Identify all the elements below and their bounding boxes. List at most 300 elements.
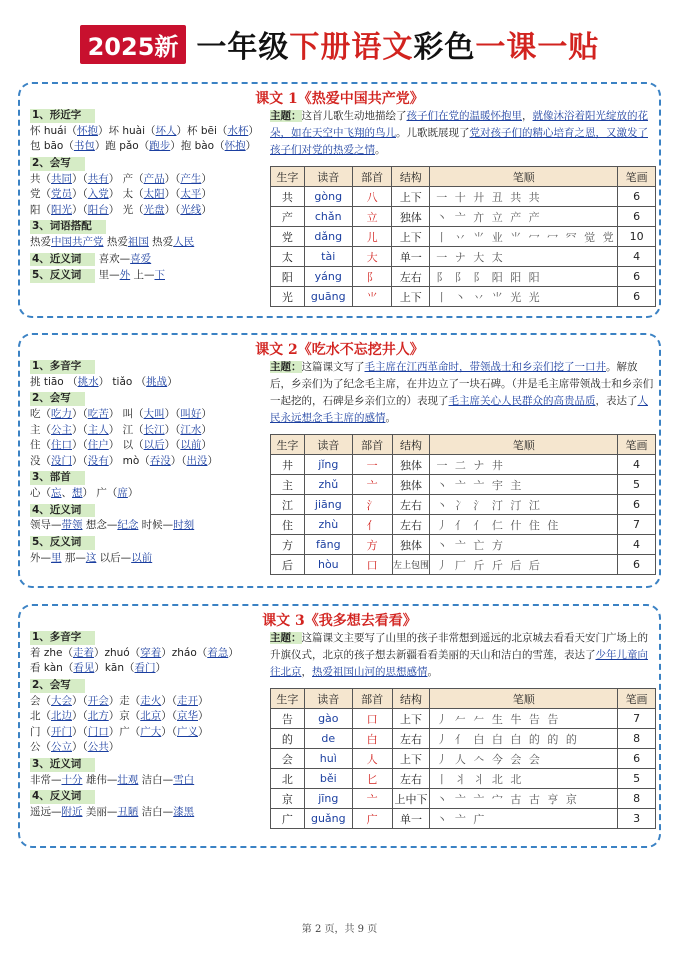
vocab-word: 共同 [51, 172, 72, 185]
column-header: 结构 [392, 689, 430, 709]
char-cell: 告 [271, 709, 305, 729]
text-fragment: ） 江（ [108, 423, 144, 436]
stroke-order-cell: 丨 丬 丬 北 北 [430, 769, 618, 789]
vocab-word: 北方 [87, 710, 109, 723]
note-line [30, 662, 265, 676]
text-fragment: 时候— [138, 519, 174, 532]
vocab-word: 走着 [72, 646, 94, 659]
table-row [271, 207, 656, 227]
pinyin-cell: chǎn [304, 207, 352, 227]
stroke-order-cell: 丶 亠 亣 立 产 产 [430, 207, 618, 227]
text-fragment: 雄伟— [82, 773, 118, 786]
text-fragment: ） 产（ [108, 172, 144, 185]
text-fragment: ）（ [164, 203, 181, 216]
note-line [30, 695, 265, 709]
stroke-count-cell: 6 [618, 749, 656, 769]
text-fragment: 。 [385, 412, 396, 424]
lesson-notes [30, 108, 265, 285]
char-cell: 江 [271, 495, 305, 515]
stroke-count-cell: 3 [618, 809, 656, 829]
structure-cell: 上下 [392, 709, 430, 729]
text-fragment: 。儿歌既展现了 [396, 127, 470, 139]
text-fragment: 喜欢— [95, 252, 131, 265]
pinyin-cell: zhǔ [304, 475, 352, 495]
note-category [30, 757, 265, 774]
vocab-word: 人民永远想念毛主席的感情 [270, 395, 648, 424]
stroke-count-cell: 6 [618, 495, 656, 515]
character-table [270, 688, 656, 829]
text-fragment: 怀 huái（ [30, 124, 77, 137]
radical-cell: 白 [352, 729, 392, 749]
title-grade: 一年级 [196, 30, 290, 65]
vocab-word: 挑水 [77, 375, 99, 388]
structure-cell: 上中下 [392, 789, 430, 809]
text-fragment: ）（ [164, 407, 181, 420]
category-label: 1、多音字 [30, 360, 95, 374]
note-line [30, 774, 265, 788]
column-header: 笔画 [618, 689, 656, 709]
text-fragment: 门（ [30, 725, 51, 738]
structure-cell: 单一 [392, 247, 430, 267]
table-row [271, 227, 656, 247]
table-row [271, 749, 656, 769]
column-header: 部首 [352, 167, 392, 187]
vocab-word: 时刻 [173, 519, 195, 532]
vocab-word: 坏人 [155, 124, 177, 137]
table-row [271, 455, 656, 475]
char-cell: 广 [271, 809, 305, 829]
char-cell: 住 [271, 515, 305, 535]
note-category [30, 268, 265, 285]
stroke-count-cell: 6 [618, 287, 656, 307]
stroke-count-cell: 10 [618, 227, 656, 247]
text-fragment: ）京（ [108, 710, 141, 723]
text-fragment: ）（ [161, 694, 177, 707]
lesson-card-3 [18, 604, 661, 848]
note-line [30, 806, 265, 820]
pinyin-cell: jiāng [304, 495, 352, 515]
text-fragment: 吃（ [30, 407, 51, 420]
structure-cell: 左右 [392, 769, 430, 789]
vocab-word: 叫好 [180, 407, 202, 420]
lesson-right [270, 630, 655, 681]
text-fragment: ， [522, 110, 533, 122]
vocab-word: 以后 [143, 439, 165, 452]
stroke-count-cell: 4 [618, 455, 656, 475]
text-fragment: ）（ [72, 203, 88, 216]
note-line [30, 439, 265, 453]
structure-cell: 上下 [392, 227, 430, 247]
text-fragment: ） [201, 188, 212, 201]
title-volume: 下册语文 [289, 30, 414, 65]
radical-cell: 亠 [352, 475, 392, 495]
text-fragment: 那— [61, 551, 86, 564]
note-category [30, 359, 265, 376]
structure-cell: 左右 [392, 267, 430, 287]
vocab-word: 江水 [180, 423, 202, 436]
stroke-order-cell: 丿 亻 亻 仁 什 住 住 [430, 515, 618, 535]
character-table [270, 166, 656, 307]
note-category [30, 789, 265, 806]
category-label: 2、会写 [30, 157, 85, 171]
radical-cell: ⺌ [352, 287, 392, 307]
page-footer: 第 2 页，共 9 页 [301, 924, 378, 935]
theme-label: 主题： [270, 110, 302, 122]
structure-cell: 独体 [392, 207, 430, 227]
text-fragment: ） 叫（ [108, 407, 144, 420]
vocab-word: 公共 [87, 741, 109, 754]
theme-label: 主题： [270, 632, 302, 644]
pinyin-cell: tài [304, 247, 352, 267]
column-header: 结构 [392, 167, 430, 187]
category-label: 4、近义词 [30, 504, 95, 518]
lesson-card-1 [18, 82, 661, 318]
text-fragment: 这篇课文主要写了山里的孩子非常想到遥远的北京城去看看天安门广场上的升旗仪式，北京的孩子想去新疆看看美丽的天山和洁白的雪莲，表达了 [270, 632, 648, 661]
text-fragment: ）kān（ [94, 662, 135, 675]
note-category [30, 470, 265, 487]
vocab-word: 京华 [177, 710, 198, 723]
column-header: 笔顺 [430, 435, 618, 455]
stroke-count-cell: 7 [618, 709, 656, 729]
column-header: 读音 [304, 689, 352, 709]
vocab-word: 怀抱 [224, 140, 246, 153]
structure-cell: 左右 [392, 729, 430, 749]
category-label: 3、词语搭配 [30, 220, 106, 234]
column-header: 笔画 [618, 167, 656, 187]
text-fragment: ） 广（ [82, 487, 118, 500]
stroke-order-cell: 丿 𠂉 𠂉 生 牛 告 告 [430, 709, 618, 729]
note-line [30, 519, 265, 533]
text-fragment: ）（ [164, 439, 181, 452]
radical-cell: 大 [352, 247, 392, 267]
pinyin-cell: gào [304, 709, 352, 729]
text-fragment: ）（ [164, 172, 181, 185]
pinyin-cell: guāng [304, 287, 352, 307]
stroke-count-cell: 6 [618, 267, 656, 287]
vocab-word: 挑战 [146, 375, 168, 388]
column-header: 笔顺 [430, 167, 618, 187]
radical-cell: 阝 [352, 267, 392, 287]
text-fragment: 没（ [30, 454, 51, 467]
vocab-word: 阳台 [87, 203, 109, 216]
note-category [30, 391, 265, 408]
table-row [271, 515, 656, 535]
text-fragment: ）广（ [108, 725, 141, 738]
radical-cell: 方 [352, 535, 392, 555]
note-line [30, 741, 265, 755]
note-line [30, 140, 265, 154]
text-fragment: 热爱 [148, 236, 174, 249]
text-fragment: ） 以（ [108, 439, 144, 452]
text-fragment: ） [201, 407, 212, 420]
pinyin-cell: guǎng [304, 809, 352, 829]
note-line [30, 236, 265, 250]
category-label: 1、多音字 [30, 631, 95, 645]
note-line [30, 204, 265, 218]
text-fragment: 想念— [82, 519, 118, 532]
text-fragment: ， [301, 666, 312, 678]
char-cell: 主 [271, 475, 305, 495]
radical-cell: 匕 [352, 769, 392, 789]
vocab-word: 下 [154, 269, 165, 282]
vocab-word: 漆黑 [173, 806, 195, 819]
text-fragment: 看 kàn（ [30, 662, 74, 675]
year-badge: 2025新 [80, 25, 187, 64]
lesson-notes [30, 359, 265, 567]
structure-cell: 上下 [392, 187, 430, 207]
lesson-theme [270, 359, 655, 427]
text-fragment: ）zháo（ [161, 646, 208, 659]
stroke-order-cell: 丶 亠 亠 宀 古 古 亨 京 [430, 789, 618, 809]
vocab-word: 孩子们在党的温暖怀抱里 [406, 110, 522, 122]
note-line [30, 188, 265, 202]
char-cell: 方 [271, 535, 305, 555]
text-fragment: 美丽— [82, 806, 118, 819]
text-fragment: 北（ [30, 710, 51, 723]
vocab-word: 着急 [207, 646, 229, 659]
column-header: 生字 [271, 689, 305, 709]
vocab-word: 产生 [180, 172, 202, 185]
text-fragment: 住（ [30, 439, 51, 452]
text-fragment: ） tiǎo （ [98, 375, 147, 388]
note-category [30, 219, 265, 236]
vocab-word: 住口 [51, 439, 72, 452]
text-fragment: ） [167, 375, 178, 388]
vocab-word: 壮观 [117, 773, 139, 786]
text-fragment: 公（ [30, 741, 51, 754]
text-fragment: ） [198, 725, 209, 738]
pinyin-cell: jīng [304, 789, 352, 809]
text-fragment: ） [201, 439, 212, 452]
text-fragment: 以后— [96, 551, 132, 564]
note-line [30, 552, 265, 566]
text-fragment: ）（ [72, 694, 88, 707]
text-fragment: 会（ [30, 694, 51, 707]
vocab-word: 太平 [180, 188, 202, 201]
text-fragment: ） [248, 124, 259, 137]
text-fragment: 洁白— [138, 773, 174, 786]
stroke-count-cell: 6 [618, 187, 656, 207]
note-category [30, 252, 265, 269]
vocab-word: 人民 [173, 236, 195, 249]
text-fragment: ） [228, 646, 239, 659]
lesson-card-2 [18, 333, 661, 588]
stroke-order-cell: 丶 冫 氵 汀 汀 江 [430, 495, 618, 515]
column-header: 读音 [304, 435, 352, 455]
vocab-word: 热爱祖国山河的思想感情 [312, 666, 428, 678]
stroke-order-cell: 丶 亠 亡 方 [430, 535, 618, 555]
text-fragment: 上— [130, 269, 155, 282]
column-header: 笔顺 [430, 689, 618, 709]
char-cell: 京 [271, 789, 305, 809]
category-label: 3、部首 [30, 471, 85, 485]
vocab-word: 就像沐浴着阳光绽放的花朵，如在天空中飞翔的鸟儿 [270, 110, 648, 139]
text-fragment: 里— [95, 269, 120, 282]
lesson-title: 课文 1《热爱中国共产党》 [255, 91, 424, 107]
text-fragment: ）（ [164, 423, 181, 436]
vocab-word: 大会 [51, 694, 72, 707]
radical-cell: 八 [352, 187, 392, 207]
text-fragment: ） 太（ [108, 188, 144, 201]
table-row [271, 495, 656, 515]
vocab-word: 毛主席在江西革命时，带领战士和乡亲们挖了一口井 [364, 361, 606, 373]
stroke-count-cell: 6 [618, 207, 656, 227]
title-series: 一课一贴 [475, 30, 600, 65]
radical-cell: 口 [352, 555, 392, 575]
table-row [271, 187, 656, 207]
note-category [30, 108, 265, 125]
radical-cell: 立 [352, 207, 392, 227]
text-fragment: 。 [375, 144, 386, 156]
radical-cell: 口 [352, 709, 392, 729]
column-header: 部首 [352, 435, 392, 455]
table-row [271, 729, 656, 749]
char-cell: 北 [271, 769, 305, 789]
text-fragment: ）（ [170, 454, 187, 467]
stroke-order-cell: 丨 丶 丷 ⺌ 光 光 [430, 287, 618, 307]
note-category [30, 535, 265, 552]
structure-cell: 左右 [392, 495, 430, 515]
text-fragment: ） [108, 741, 120, 754]
vocab-word: 以前 [180, 439, 202, 452]
vocab-word: 产品 [143, 172, 165, 185]
text-fragment: ，表达了 [595, 395, 638, 407]
structure-cell: 单一 [392, 809, 430, 829]
category-label: 4、反义词 [30, 790, 95, 804]
text-fragment: 主（ [30, 423, 51, 436]
char-cell: 产 [271, 207, 305, 227]
text-fragment: 这首儿歌生动地描绘了 [301, 110, 407, 122]
table-row [271, 535, 656, 555]
pinyin-cell: de [304, 729, 352, 749]
char-cell: 太 [271, 247, 305, 267]
lesson-right [270, 359, 655, 427]
vocab-word: 穿着 [140, 646, 162, 659]
table-row [271, 809, 656, 829]
note-category [30, 630, 265, 647]
vocab-word: 光线 [180, 203, 202, 216]
lesson-title: 课文 2《吃水不忘挖井人》 [255, 342, 424, 358]
text-fragment: ）（ [72, 407, 88, 420]
text-fragment: 外— [30, 551, 51, 564]
stroke-count-cell: 4 [618, 535, 656, 555]
radical-cell: 亻 [352, 515, 392, 535]
pinyin-cell: běi [304, 769, 352, 789]
text-fragment: ） [201, 172, 212, 185]
char-cell: 井 [271, 455, 305, 475]
text-fragment: ）杯 bēi（ [176, 124, 228, 137]
vocab-word: 以前 [131, 551, 153, 564]
text-fragment: 、 [61, 487, 72, 500]
note-category [30, 678, 265, 695]
stroke-order-cell: 丨 丷 ⺌ 业 ⺌ 冖 冖 㓁 觉 党 [430, 227, 618, 247]
vocab-word: 走火 [140, 694, 162, 707]
stroke-count-cell: 5 [618, 475, 656, 495]
column-header: 笔画 [618, 435, 656, 455]
vocab-word: 党员 [51, 188, 72, 201]
text-fragment: ）（ [72, 710, 88, 723]
vocab-word: 广大 [140, 725, 162, 738]
structure-cell: 独体 [392, 475, 430, 495]
text-fragment: 着 zhe（ [30, 646, 73, 659]
radical-cell: 亠 [352, 789, 392, 809]
text-fragment: ） [198, 710, 209, 723]
column-header: 结构 [392, 435, 430, 455]
text-fragment: 洁白— [138, 806, 174, 819]
note-line [30, 455, 265, 469]
note-line [30, 647, 265, 661]
vocab-word: 外 [119, 269, 131, 282]
stroke-order-cell: 丿 亻 白 白 白 的 的 的 [430, 729, 618, 749]
pinyin-cell: huì [304, 749, 352, 769]
pinyin-cell: gòng [304, 187, 352, 207]
vocab-word: 共有 [87, 172, 109, 185]
char-cell: 光 [271, 287, 305, 307]
text-fragment: 心（ [30, 487, 51, 500]
vocab-word: 看见 [73, 662, 95, 675]
vocab-word: 祖国 [127, 236, 149, 249]
text-fragment: ） 光（ [108, 203, 144, 216]
category-label: 2、会写 [30, 679, 85, 693]
text-fragment: ）抱 bào（ [170, 140, 225, 153]
vocab-word: 水杯 [227, 124, 249, 137]
note-line [30, 408, 265, 422]
category-label: 1、形近字 [30, 109, 95, 123]
stroke-count-cell: 5 [618, 769, 656, 789]
text-fragment: 挑 tiāo （ [30, 375, 78, 388]
char-cell: 党 [271, 227, 305, 247]
vocab-word: 长江 [143, 423, 165, 436]
vocab-word: 吞没 [149, 454, 171, 467]
vocab-word: 附近 [61, 806, 83, 819]
category-label: 3、近义词 [30, 758, 95, 772]
text-fragment: ）（ [72, 439, 88, 452]
vocab-word: 走开 [177, 694, 198, 707]
text-fragment: ）（ [72, 454, 88, 467]
stroke-order-cell: 丿 人 𠆢 今 会 会 [430, 749, 618, 769]
note-category [30, 156, 265, 173]
table-header-row [271, 435, 656, 455]
pinyin-cell: dǎng [304, 227, 352, 247]
character-table [270, 434, 656, 575]
vocab-word: 北京 [140, 710, 162, 723]
vocab-word: 公立 [51, 741, 72, 754]
category-label: 5、反义词 [30, 536, 95, 550]
table-row [271, 555, 656, 575]
table-row [271, 267, 656, 287]
char-cell: 共 [271, 187, 305, 207]
text-fragment: 阳（ [30, 203, 51, 216]
lesson-notes [30, 630, 265, 822]
note-line [30, 710, 265, 724]
category-label: 5、反义词 [30, 269, 95, 283]
structure-cell: 独体 [392, 455, 430, 475]
vocab-word: 中国共产党 [51, 236, 104, 249]
category-label: 2、会写 [30, 392, 85, 406]
lesson-title: 课文 3《我多想去看看》 [262, 613, 417, 629]
table-row [271, 709, 656, 729]
vocab-word: 开门 [51, 725, 72, 738]
radical-cell: 一 [352, 455, 392, 475]
vocab-word: 书包 [73, 140, 95, 153]
text-fragment: ） [198, 694, 209, 707]
text-fragment: ） [155, 662, 166, 675]
vocab-word: 吃苦 [87, 407, 109, 420]
note-category [30, 503, 265, 520]
vocab-word: 席 [117, 487, 128, 500]
note-line [30, 726, 265, 740]
structure-cell: 独体 [392, 535, 430, 555]
